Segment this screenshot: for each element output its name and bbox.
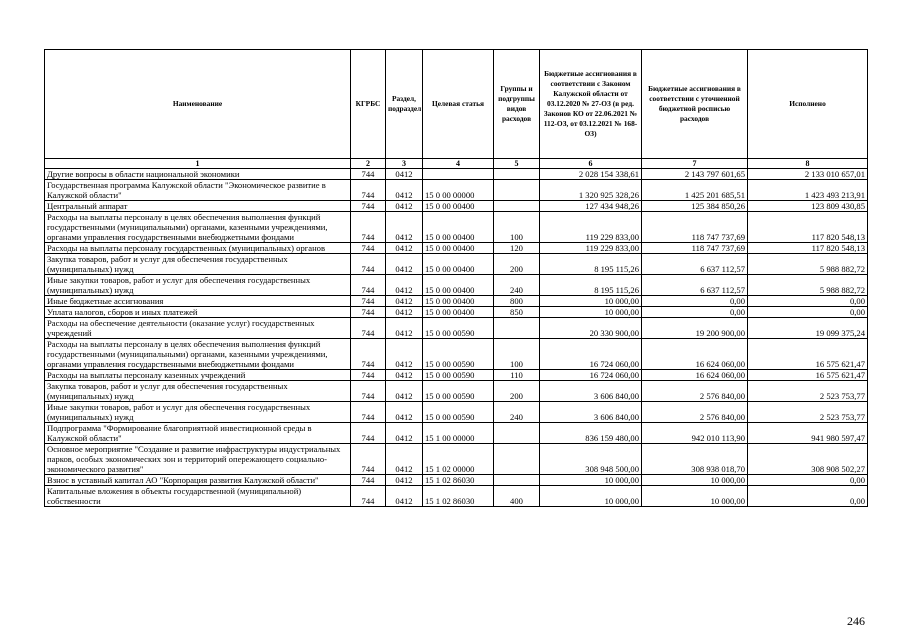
cell-target: 15 0 00 00400 — [423, 275, 494, 296]
cell-refined: 2 576 840,00 — [642, 381, 748, 402]
cell-done: 117 820 548,13 — [748, 212, 868, 243]
cell-group: 240 — [494, 402, 540, 423]
cell-group: 240 — [494, 275, 540, 296]
cell-group — [494, 423, 540, 444]
cell-refined: 10 000,00 — [642, 486, 748, 507]
cell-group: 100 — [494, 339, 540, 370]
cell-kgrbs: 744 — [351, 486, 386, 507]
cell-refined: 308 938 018,70 — [642, 444, 748, 475]
cell-law: 10 000,00 — [540, 307, 642, 318]
column-number: 5 — [494, 159, 540, 169]
cell-done: 0,00 — [748, 475, 868, 486]
cell-group: 200 — [494, 381, 540, 402]
table-row — [45, 296, 868, 307]
cell-group — [494, 475, 540, 486]
cell-done: 1 423 493 213,91 — [748, 180, 868, 201]
table-row — [45, 402, 868, 423]
cell-law: 127 434 948,26 — [540, 201, 642, 212]
table-row — [45, 339, 868, 370]
cell-kgrbs: 744 — [351, 275, 386, 296]
cell-section: 0412 — [386, 339, 423, 370]
cell-section: 0412 — [386, 318, 423, 339]
header-done: Исполнено — [748, 50, 868, 159]
cell-section: 0412 — [386, 486, 423, 507]
cell-done: 941 980 597,47 — [748, 423, 868, 444]
cell-law: 1 320 925 328,26 — [540, 180, 642, 201]
cell-done: 308 908 502,27 — [748, 444, 868, 475]
cell-kgrbs: 744 — [351, 296, 386, 307]
cell-kgrbs: 744 — [351, 381, 386, 402]
cell-section: 0412 — [386, 307, 423, 318]
cell-done: 5 988 882,72 — [748, 254, 868, 275]
cell-done: 2 133 010 657,01 — [748, 169, 868, 180]
cell-kgrbs: 744 — [351, 402, 386, 423]
table-row — [45, 486, 868, 507]
cell-target: 15 1 02 86030 — [423, 475, 494, 486]
cell-law: 2 028 154 338,61 — [540, 169, 642, 180]
table-row — [45, 307, 868, 318]
cell-section: 0412 — [386, 475, 423, 486]
column-number: 1 — [45, 159, 351, 169]
cell-name: Иные закупки товаров, работ и услуг для обеспечения государственных (муниципальных) нужд — [45, 275, 351, 296]
cell-law: 308 948 500,00 — [540, 444, 642, 475]
cell-section: 0412 — [386, 254, 423, 275]
cell-target: 15 0 00 00590 — [423, 318, 494, 339]
cell-name: Взнос в уставный капитал АО "Корпорация развития Калужской области" — [45, 475, 351, 486]
cell-refined: 16 624 060,00 — [642, 370, 748, 381]
table-row — [45, 318, 868, 339]
cell-name: Государственная программа Калужской области "Экономическое развитие в Калужской области" — [45, 180, 351, 201]
header-group: Группы и подгруппы видов расходов — [494, 50, 540, 159]
cell-law: 8 195 115,26 — [540, 275, 642, 296]
cell-name: Основное мероприятие "Создание и развитие инфраструктуры индустриальных парков, особых экономических зон и территорий опережающего социально-экономического развития" — [45, 444, 351, 475]
cell-name: Расходы на выплаты персоналу в целях обеспечения выполнения функций государственными (муниципальными) органами, казенными учреждениями, органами управления государственными внебюджетными фондами — [45, 212, 351, 243]
cell-group — [494, 180, 540, 201]
cell-done: 16 575 621,47 — [748, 339, 868, 370]
column-number: 4 — [423, 159, 494, 169]
cell-group — [494, 201, 540, 212]
cell-target: 15 1 02 86030 — [423, 486, 494, 507]
cell-law: 20 330 900,00 — [540, 318, 642, 339]
cell-kgrbs: 744 — [351, 339, 386, 370]
table-row — [45, 475, 868, 486]
cell-refined: 10 000,00 — [642, 475, 748, 486]
cell-group: 800 — [494, 296, 540, 307]
cell-law: 8 195 115,26 — [540, 254, 642, 275]
cell-done: 19 099 375,24 — [748, 318, 868, 339]
cell-section: 0412 — [386, 275, 423, 296]
table-row — [45, 423, 868, 444]
table-row — [45, 212, 868, 243]
table-row — [45, 254, 868, 275]
table-row — [45, 243, 868, 254]
cell-refined: 125 384 850,26 — [642, 201, 748, 212]
cell-kgrbs: 744 — [351, 423, 386, 444]
cell-name: Иные бюджетные ассигнования — [45, 296, 351, 307]
cell-kgrbs: 744 — [351, 254, 386, 275]
cell-law: 119 229 833,00 — [540, 212, 642, 243]
cell-done: 0,00 — [748, 486, 868, 507]
cell-section: 0412 — [386, 423, 423, 444]
cell-target — [423, 169, 494, 180]
column-number: 7 — [642, 159, 748, 169]
cell-law: 3 606 840,00 — [540, 381, 642, 402]
cell-kgrbs: 744 — [351, 243, 386, 254]
cell-target: 15 0 00 00400 — [423, 212, 494, 243]
cell-kgrbs: 744 — [351, 307, 386, 318]
cell-group — [494, 169, 540, 180]
cell-target: 15 0 00 00400 — [423, 243, 494, 254]
cell-target: 15 1 00 00000 — [423, 423, 494, 444]
cell-target: 15 0 00 00590 — [423, 402, 494, 423]
cell-kgrbs: 744 — [351, 169, 386, 180]
table-row — [45, 370, 868, 381]
cell-refined: 16 624 060,00 — [642, 339, 748, 370]
cell-refined: 118 747 737,69 — [642, 212, 748, 243]
cell-group: 400 — [494, 486, 540, 507]
cell-name: Другие вопросы в области национальной экономики — [45, 169, 351, 180]
cell-name: Капитальные вложения в объекты государственной (муниципальной) собственности — [45, 486, 351, 507]
cell-refined: 6 637 112,57 — [642, 254, 748, 275]
cell-refined: 19 200 900,00 — [642, 318, 748, 339]
cell-section: 0412 — [386, 201, 423, 212]
header-law: Бюджетные ассигнования в соответствии с Законом Калужской области от 03.12.2020 № 27-ОЗ (в ред. Законов КО от 22.06.2021 № 112-ОЗ, от 03.12.2021 № 168-ОЗ) — [540, 50, 642, 159]
cell-done: 2 523 753,77 — [748, 402, 868, 423]
cell-section: 0412 — [386, 212, 423, 243]
cell-section: 0412 — [386, 169, 423, 180]
cell-name: Расходы на выплаты персоналу государственных (муниципальных) органов — [45, 243, 351, 254]
cell-done: 5 988 882,72 — [748, 275, 868, 296]
cell-name: Закупка товаров, работ и услуг для обеспечения государственных (муниципальных) нужд — [45, 381, 351, 402]
cell-group — [494, 318, 540, 339]
cell-target: 15 1 02 00000 — [423, 444, 494, 475]
header-refined: Бюджетные ассигнования в соответствии с уточненной бюджетной росписью расходов — [642, 50, 748, 159]
cell-kgrbs: 744 — [351, 180, 386, 201]
cell-target: 15 0 00 00400 — [423, 254, 494, 275]
cell-kgrbs: 744 — [351, 370, 386, 381]
cell-section: 0412 — [386, 402, 423, 423]
cell-done: 0,00 — [748, 296, 868, 307]
cell-refined: 1 425 201 685,51 — [642, 180, 748, 201]
cell-section: 0412 — [386, 444, 423, 475]
table-row — [45, 180, 868, 201]
cell-name: Расходы на выплаты персоналу в целях обеспечения выполнения функций государственными (муниципальными) органами, казенными учреждениями, органами управления государственными внебюджетными фондами — [45, 339, 351, 370]
cell-target: 15 0 00 00590 — [423, 381, 494, 402]
cell-group: 110 — [494, 370, 540, 381]
cell-group: 100 — [494, 212, 540, 243]
column-number: 2 — [351, 159, 386, 169]
cell-law: 10 000,00 — [540, 486, 642, 507]
table-row — [45, 381, 868, 402]
cell-done: 123 809 430,85 — [748, 201, 868, 212]
page-number: 246 — [847, 614, 865, 628]
cell-law: 16 724 060,00 — [540, 370, 642, 381]
cell-kgrbs: 744 — [351, 318, 386, 339]
cell-name: Уплата налогов, сборов и иных платежей — [45, 307, 351, 318]
cell-refined: 0,00 — [642, 307, 748, 318]
cell-law: 10 000,00 — [540, 475, 642, 486]
cell-law: 836 159 480,00 — [540, 423, 642, 444]
table-row — [45, 444, 868, 475]
cell-target: 15 0 00 00590 — [423, 370, 494, 381]
cell-target: 15 0 00 00400 — [423, 296, 494, 307]
cell-section: 0412 — [386, 381, 423, 402]
table-row — [45, 275, 868, 296]
cell-name: Иные закупки товаров, работ и услуг для обеспечения государственных (муниципальных) нужд — [45, 402, 351, 423]
cell-done: 16 575 621,47 — [748, 370, 868, 381]
cell-done: 2 523 753,77 — [748, 381, 868, 402]
column-number-row — [45, 159, 868, 169]
cell-law: 119 229 833,00 — [540, 243, 642, 254]
cell-done: 117 820 548,13 — [748, 243, 868, 254]
header-section: Раздел, подраздел — [386, 50, 423, 159]
cell-name: Центральный аппарат — [45, 201, 351, 212]
header-target: Целевая статья — [423, 50, 494, 159]
cell-section: 0412 — [386, 243, 423, 254]
cell-kgrbs: 744 — [351, 475, 386, 486]
cell-target: 15 0 00 00000 — [423, 180, 494, 201]
cell-group: 200 — [494, 254, 540, 275]
cell-group — [494, 444, 540, 475]
cell-law: 16 724 060,00 — [540, 339, 642, 370]
cell-kgrbs: 744 — [351, 444, 386, 475]
cell-group: 850 — [494, 307, 540, 318]
cell-target: 15 0 00 00400 — [423, 201, 494, 212]
cell-section: 0412 — [386, 370, 423, 381]
cell-name: Закупка товаров, работ и услуг для обеспечения государственных (муниципальных) нужд — [45, 254, 351, 275]
cell-name: Подпрограмма "Формирование благоприятной инвестиционной среды в Калужской области" — [45, 423, 351, 444]
column-number: 6 — [540, 159, 642, 169]
cell-section: 0412 — [386, 180, 423, 201]
cell-refined: 6 637 112,57 — [642, 275, 748, 296]
cell-refined: 2 576 840,00 — [642, 402, 748, 423]
budget-table — [44, 49, 868, 507]
cell-refined: 942 010 113,90 — [642, 423, 748, 444]
cell-law: 3 606 840,00 — [540, 402, 642, 423]
header-row — [45, 50, 868, 159]
cell-law: 10 000,00 — [540, 296, 642, 307]
cell-name: Расходы на выплаты персоналу казенных учреждений — [45, 370, 351, 381]
cell-kgrbs: 744 — [351, 212, 386, 243]
table-row — [45, 201, 868, 212]
cell-section: 0412 — [386, 296, 423, 307]
cell-group: 120 — [494, 243, 540, 254]
header-kgrbs: КГРБС — [351, 50, 386, 159]
cell-refined: 118 747 737,69 — [642, 243, 748, 254]
cell-refined: 2 143 797 601,65 — [642, 169, 748, 180]
table-row — [45, 169, 868, 180]
cell-kgrbs: 744 — [351, 201, 386, 212]
column-number: 8 — [748, 159, 868, 169]
cell-target: 15 0 00 00400 — [423, 307, 494, 318]
cell-done: 0,00 — [748, 307, 868, 318]
header-name: Наименование — [45, 50, 351, 159]
cell-target: 15 0 00 00590 — [423, 339, 494, 370]
cell-refined: 0,00 — [642, 296, 748, 307]
column-number: 3 — [386, 159, 423, 169]
cell-name: Расходы на обеспечение деятельности (оказание услуг) государственных учреждений — [45, 318, 351, 339]
